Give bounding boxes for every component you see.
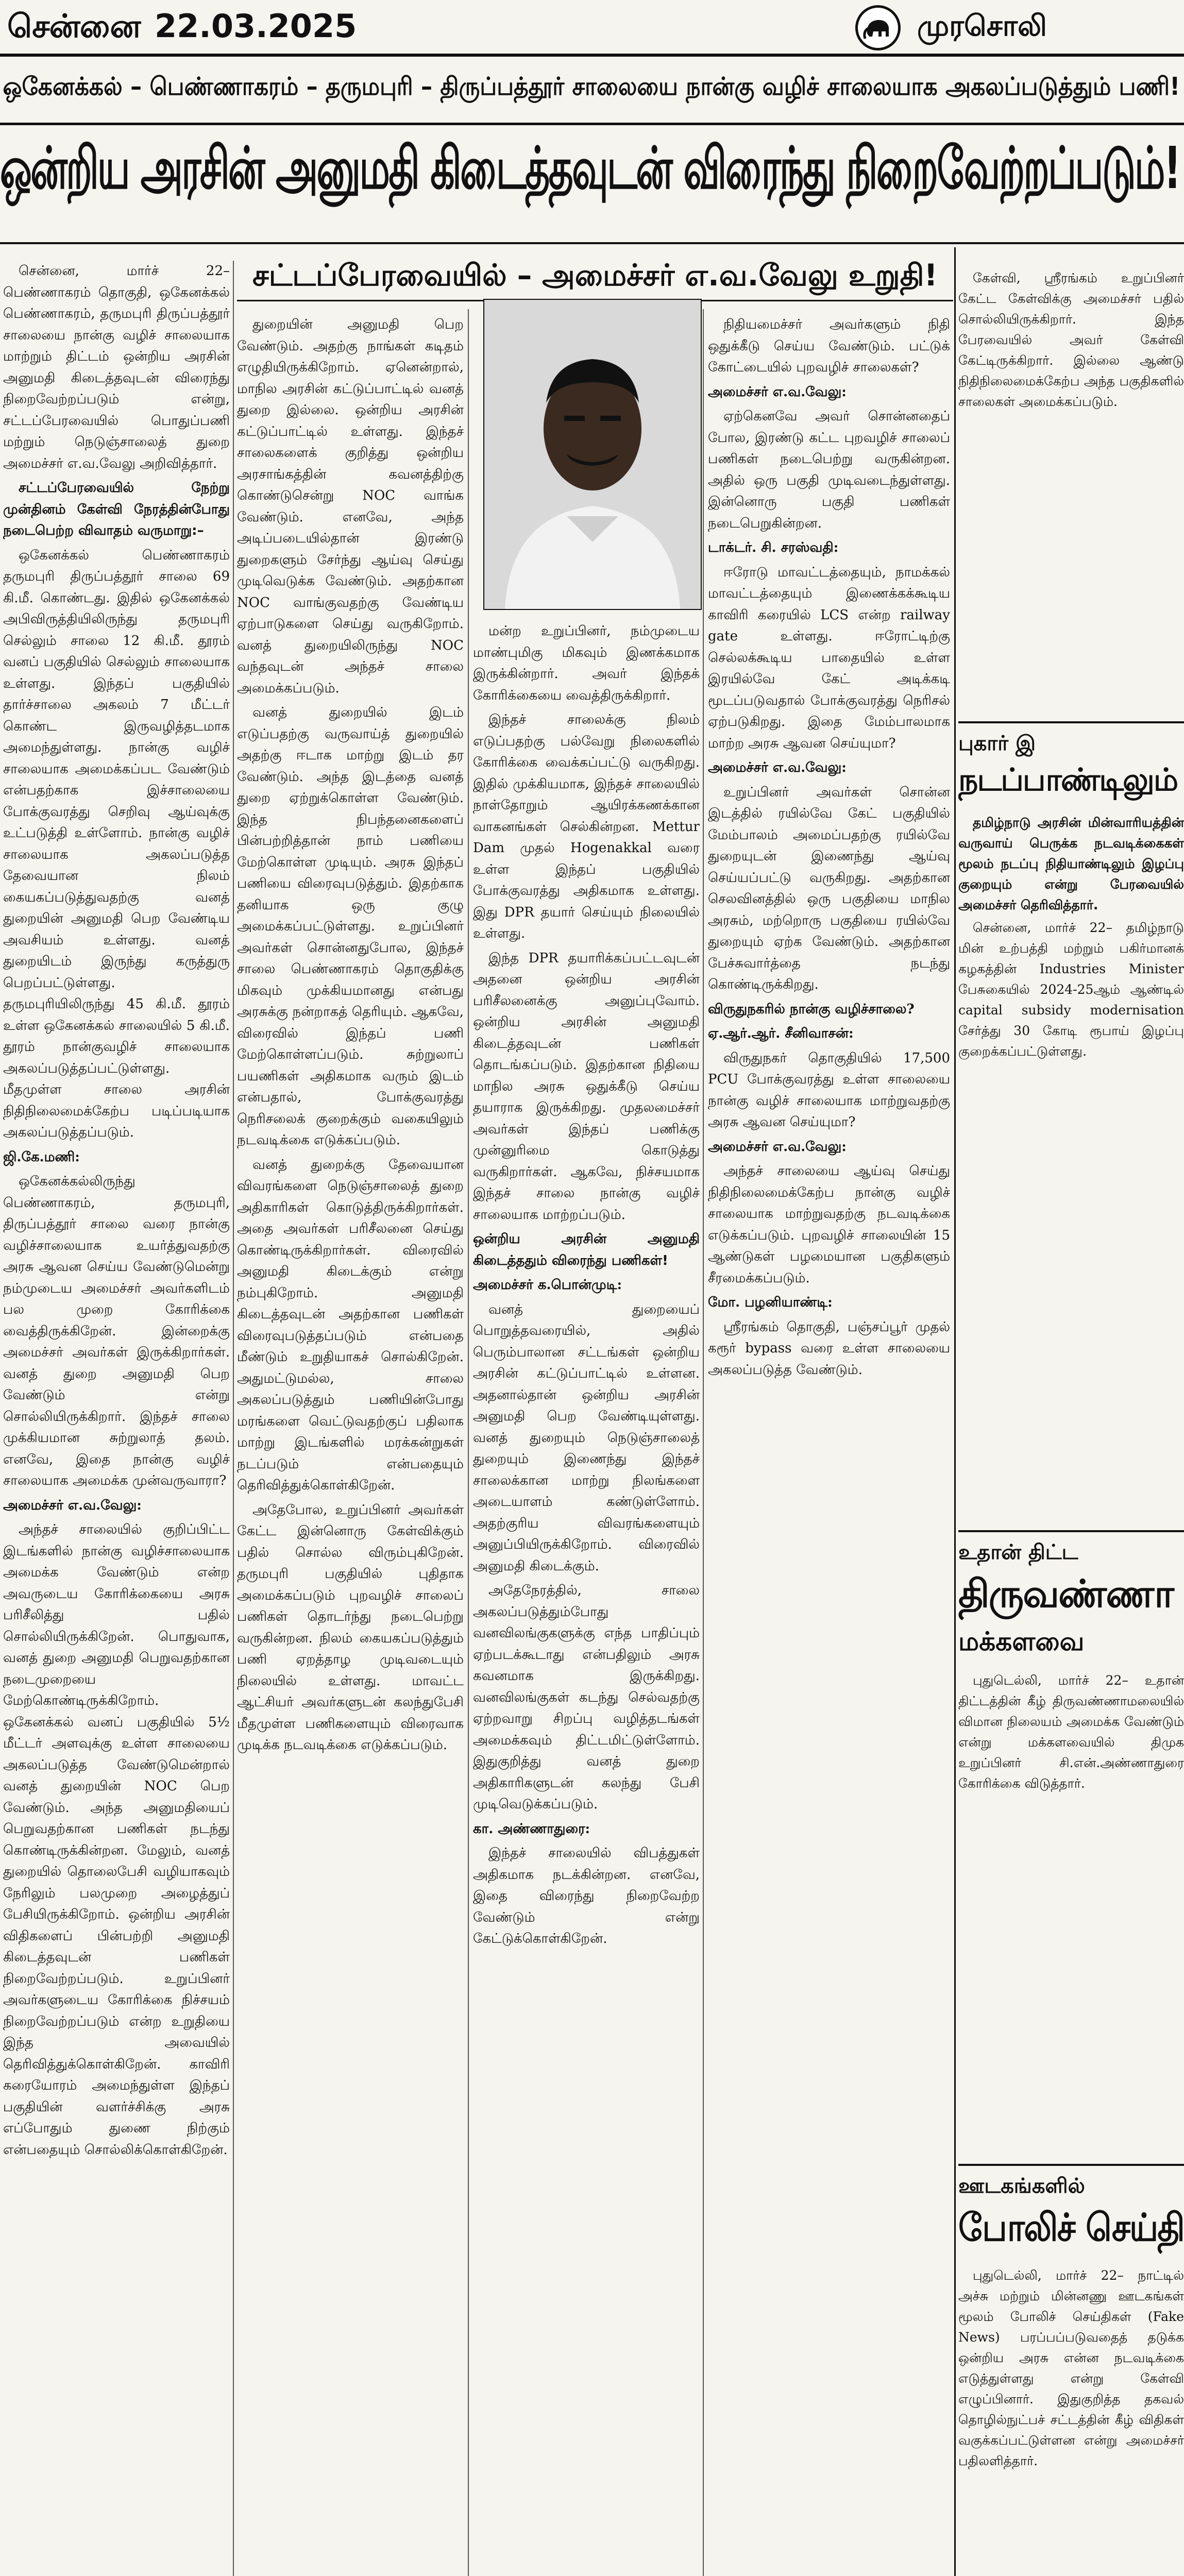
masthead-paper-name: முரசொலி (917, 9, 1047, 43)
col4-paragraph: அமைச்சர் எ.வ.வேலு: (708, 1139, 847, 1155)
right-rule (958, 1530, 1184, 1532)
col3-paragraph: அதேநேரத்தில், சாலை அகலப்படுத்தும்போது வனவிலங்குகளுக்கு எந்த பாதிப்பும் ஏற்படக்கூடாது என்பதிலும் அரசு கவனமாக இருக்கிறது. வனவிலங்குகள் கடந்து செல்வதற்கு ஏற்றவாறு சிறப்பு வழித்தடங்கள் அமைக்கவும் திட்டமிட்டுள்ளோம். இதுகுறித்து வனத் துறை அதிகாரிகளுடன் கலந்து பேசி முடிவெடுக்கப்படும். (473, 1583, 700, 1812)
column-rule (468, 309, 469, 2576)
right-story-2-tag: புகார் இ (958, 732, 1036, 755)
col4-paragraph: விருதுநகர் தொகுதியில் 17,500 PCU போக்குவரத்து உள்ள சாலையை நான்கு வழிச் சாலையாக மாற்றுவதற்கு அரசு ஆவன செய்யுமா? (708, 1050, 950, 1130)
right-story-4-tag: ஊடகங்களில் (958, 2174, 1085, 2198)
right-column (958, 268, 1184, 2576)
main-headline: ஒன்றிய அரசின் அனுமதி கிடைத்தவுடன் விரைந்து நிறைவேற்றப்படும்! (0, 135, 1180, 202)
right-story-3-text: புதுடெல்லி, மார்ச் 22– உதான் திட்டத்தின் கீழ் திருவண்ணாமலையில் விமான நிலையம் அமைக்க வேண்டும் என்று மக்களவையில் திமுக உறுப்பினர் சி.என்.அண்ணாதுரை கோரிக்கை விடுத்தார். (958, 1673, 1184, 1791)
col1-paragraph: ஒகேனக்கல்லிருந்து பெண்ணாகரம், தருமபுரி, திருப்பத்தூர் சாலை வரை நான்கு வழிச்சாலையாக உயர்த்துவதற்கு அரசு ஆவன செய்ய வேண்டுமென்று நம்முடைய அமைச்சர் அவர்களிடம் பல முறை கோரிக்கை வைத்திருக்கிறேன். இன்றைக்கு அமைச்சர் அவர்கள் இருக்கிறார்கள். வனத் துறை அனுமதி பெற வேண்டும் என்று சொல்லியிருக்கிறார். இந்தச் சாலை முக்கியமான சுற்றுலாத் தலம். எனவே, இதை நான்கு வழிச் சாலையாக அமைக்க முன்வருவாரா? (3, 1174, 230, 1488)
masthead-city: சென்னை (7, 7, 141, 45)
col3-paragraph: இந்தச் சாலையில் விபத்துகள் அதிகமாக நடக்கின்றன. எனவே, இதை விரைந்து நிறைவேற்ற வேண்டும் என்று கேட்டுக்கொள்கிறேன். (473, 1845, 700, 1946)
right-story-4-headline: போலிச் செய்தி (958, 2206, 1184, 2250)
col4-paragraph: ஏ.ஆர்.ஆர். சீனிவாசன்: (708, 1026, 854, 1041)
minister-photo (483, 299, 702, 610)
col1-paragraph: அந்தச் சாலையில் குறிப்பிட்ட இடங்களில் நான்கு வழிச்சாலையாக அமைக்க வேண்டும் என்ற அவருடைய கோரிக்கையை அரசு பரிசீலித்து பதில் சொல்லியிருக்கிறேன். பொதுவாக, வனத் துறை அனுமதி பெறுவதற்கான நடைமுறையை மேற்கொண்டிருக்கிறோம். ஒகேனக்கல் வனப் பகுதியில் 5½ மீட்டர் அளவுக்கு உள்ள சாலையை அகலப்படுத்த வேண்டுமென்றால் வனத் துறையின் NOC பெற வேண்டும். அந்த அனுமதியைப் பெறுவதற்கான பணிகள் நடந்து கொண்டிருக்கின்றன. மேலும், வனத் துறையில் தொலைபேசி வழியாகவும் நேரிலும் பலமுறை அழைத்துப் பேசியிருக்கிறோம். ஒன்றிய அரசின் விதிகளைப் பின்பற்றி அனுமதி கிடைத்தவுடன் பணிகள் நிறைவேற்றப்படும். உறுப்பினர் அவர்களுடைய கோரிக்கை நிச்சயம் நிறைவேற்றப்படும் என்ற உறுதியை இந்த அவையில் தெரிவித்துக்கொள்கிறேன். காவிரி கரையோரம் அமைந்துள்ள இந்தப் பகுதியின் வளர்ச்சிக்கு அரசு எப்போதும் துணை நிற்கும் என்பதையும் சொல்லிக்கொள்கிறேன். (3, 1522, 230, 2158)
right-story-4 (958, 2174, 1184, 2576)
col1-paragraph: ஒகேனக்கல் பெண்ணாகரம் தருமபுரி திருப்பத்தூர் சாலை 69 கி.மீ. கொண்டது. இதில் ஒகேனக்கல் அபிவிருத்தியிலிருந்து தருமபுரி செல்லும் சாலை 12 கி.மீ. தூரம் வனப் பகுதியில் செல்லும் சாலையாக உள்ளது. இந்தப் பகுதியில் தார்ச்சாலை அகலம் 7 மீட்டர் கொண்ட இருவழித்தடமாக அமைந்துள்ளது. நான்கு வழிச் சாலையாக அமைக்கப்பட வேண்டும் என்பதற்காக இச்சாலையை போக்குவரத்து செறிவு ஆய்வுக்கு உட்படுத்தி உள்ளோம். நான்கு வழிச் சாலையாக அகலப்படுத்த தேவையான நிலம் கையகப்படுத்துவதற்கு வனத் துறையின் அனுமதி பெற வேண்டிய அவசியம் உள்ளது. வனத் துறையிடம் இருந்து கருத்துரு பெறப்பட்டுள்ளது. தருமபுரியிலிருந்து 45 கி.மீ. தூரம் உள்ள ஒகேனக்கல் சாலையில் 5 கி.மீ. தூரம் நான்குவழிச் சாலையாக அகலப்படுத்தப்பட்டுள்ளது. மீதமுள்ள சாலை அரசின் நிதிநிலைமைக்கேற்ப படிப்படியாக அகலப்படுத்தப்படும். (3, 547, 230, 1140)
column-rule (233, 261, 234, 2576)
col1-paragraph: சட்டப்பேரவையில் நேற்று முன்தினம் கேள்வி நேரத்தின்போது நடைபெற்ற விவாதம் வருமாறு:– (3, 480, 230, 538)
col1-paragraph: அமைச்சர் எ.வ.வேலு: (3, 1497, 142, 1513)
col3-paragraph: வனத் துறையைப் பொறுத்தவரையில், அதில் பெரும்பாலான சட்டங்கள் ஒன்றிய அரசின் கட்டுப்பாட்டில் உள்ளன. அதனால்தான் ஒன்றிய அரசின் அனுமதி பெற வேண்டியுள்ளது. வனத் துறையும் நெடுஞ்சாலைத் துறையும் இணைந்து இந்தச் சாலைக்கான மாற்று நிலங்களை அடையாளம் கண்டுள்ளோம். அதற்குரிய விவரங்களையும் அனுப்பியிருக்கிறோம். விரைவில் அனுமதி கிடைக்கும். (473, 1301, 700, 1574)
headline-rule (0, 242, 1184, 244)
col4-paragraph: ஸ்ரீரங்கம் தொகுதி, பஞ்சப்பூர் முதல் கரூர் bypass வரை உள்ள சாலையை அகலப்படுத்த வேண்டும். (708, 1319, 950, 1378)
col3a-paragraph: மன்ற உறுப்பினர், நம்முடைய மாண்புமிகு மிகவும் இணக்கமாக இருக்கின்றார். அவர் இந்தக் கோரிக்கையை வைத்திருக்கிறார். (473, 623, 700, 703)
col1-paragraph: ஜி.கே.மணி: (3, 1149, 80, 1165)
kicker-line: ஒகேனக்கல் – பெண்ணாகரம் – தருமபுரி – திருப்பத்தூர் சாலையை நான்கு வழிச் சாலையாக அகலப்படுத்தும் பணி! (3, 72, 1180, 101)
right-story-4-text: புதுடெல்லி, மார்ச் 22– நாட்டில் அச்சு மற்றும் மின்னணு ஊடகங்கள் மூலம் போலிச் செய்திகள் (Fake News) பரப்பப்படுவதைத் தடுக்க ஒன்றிய அரசு என்ன நடவடிக்கை எடுத்துள்ளது என்று கேள்வி எழுப்பினார். இதுகுறித்த தகவல் தொழில்நுட்பச் சட்டத்தின் கீழ் விதிகள் வகுக்கப்பட்டுள்ளன என்று அமைச்சர் பதிலளித்தார். (958, 2268, 1184, 2468)
col3-paragraph: இந்தச் சாலைக்கு நிலம் எடுப்பதற்கு பல்வேறு நிலைகளில் கோரிக்கை வைக்கப்பட்டு வருகிறது. இதில் முக்கியமாக, இந்தச் சாலையில் நாள்தோறும் ஆயிரக்கணக்கான வாகனங்கள் செல்கின்றன. Mettur Dam முதல் Hogenakkal வரை உள்ள இந்தப் பகுதியில் போக்குவரத்து அதிகமாக உள்ளது. இது DPR தயார் செய்யும் நிலையில் உள்ளது. (473, 712, 700, 941)
col4-paragraph: உறுப்பினர் அவர்கள் சொன்ன இடத்தில் ரயில்வே கேட் பகுதியில் மேம்பாலம் அமைப்பதற்கு ரயில்வே துறையுடன் இணைந்து ஆய்வு செய்யப்பட்டு வருகிறது. அதற்கான செலவினத்தில் ஒரு பகுதியை மாநில அரசும், மற்றொரு பகுதியை ரயில்வே துறையும் ஏற்க வேண்டும். அதற்கான பேச்சுவார்த்தை நடந்து கொண்டிருக்கிறது. (708, 784, 950, 992)
column-rule (954, 247, 956, 2576)
col2-paragraph: அதேபோல, உறுப்பினர் அவர்கள் கேட்ட இன்னொரு கேள்விக்கும் பதில் சொல்ல விரும்புகிறேன். தருமபுரி பகுதியில் புதிதாக அமைக்கப்படும் புறவழிச் சாலைப் பணிகள் தொடர்ந்து நடைபெற்று வருகின்றன. நிலம் கையகப்படுத்தும் பணி ஏறத்தாழ முடிவடையும் நிலையில் உள்ளது. மாவட்ட ஆட்சியர் அவர்களுடன் கலந்துபேசி மீதமுள்ள பணிகளையும் விரைவாக முடிக்க நடவடிக்கை எடுக்கப்படும். (237, 1502, 464, 1753)
col4-paragraph: ஈரோடு மாவட்டத்தையும், நாமக்கல் மாவட்டத்தையும் இணைக்கக்கூடிய காவிரி கரையில் LCS என்ற railway gate உள்ளது. ஈரோட்டிற்கு செல்லக்கூடிய பாதையில் உள்ள இரயில்வே கேட் அடிக்கடி மூடப்படுவதால் போக்குவரத்து நெரிசல் ஏற்படுகிறது. இதை மேம்பாலமாக மாற்ற அரசு ஆவன செய்யுமா? (708, 564, 950, 751)
subheadline: சட்டப்பேரவையில் – அமைச்சர் எ.வ.வேலு உறுதி! (252, 258, 938, 293)
col1-paragraph: சென்னை, மார்ச் 22– பெண்ணாகரம் தொகுதி, ஒகேனக்கல் பெண்ணாகரம், தருமபுரி திருப்பத்தூர் சாலையை நான்கு வழிச் சாலையாக மாற்றும் திட்டம் ஒன்றிய அரசின் அனுமதி கிடைத்தவுடன் விரைந்து நிறைவேற்றப்படும் என்று, சட்டப்பேரவையில் பொதுப்பணி மற்றும் நெடுஞ்சாலைத் துறை அமைச்சர் எ.வ.வேலு அறிவித்தார். (3, 263, 230, 471)
masthead-rule (0, 54, 1184, 57)
right-story-1 (958, 268, 1184, 721)
col4-paragraph: நிதியமைச்சர் அவர்களும் நிதி ஒதுக்கீடு செய்ய வேண்டும். பட்டுக் கோட்டையில் புறவழிச் சாலைகள்? (708, 317, 950, 375)
col4-paragraph: மோ. பழனியாண்டி: (708, 1295, 833, 1310)
right-story-2-lead: தமிழ்நாடு அரசின் மின்வாரியத்தின் வருவாய் பெருக்க நடவடிக்கைகள் மூலம் நடப்பு நிதியாண்டிலும் இழப்பு குறையும் என்று பேரவையில் அமைச்சர் தெரிவித்தார். (958, 815, 1184, 912)
col3-paragraph: இந்த DPR தயாரிக்கப்பட்டவுடன் அதனை ஒன்றிய அரசின் பரிசீலனைக்கு அனுப்புவோம். ஒன்றிய அரசின் அனுமதி கிடைத்தவுடன் பணிகள் தொடங்கப்படும். இதற்கான நிதியை மாநில அரசு ஒதுக்கீடு செய்ய தயாராக இருக்கிறது. முதலமைச்சர் அவர்கள் இந்தப் பணிக்கு முன்னுரிமை கொடுத்து வருகிறார்கள். ஆகவே, நிச்சயமாக இந்தச் சாலை நான்கு வழிச் சாலையாக மாற்றப்படும். (473, 950, 700, 1223)
col4-paragraph: டாக்டர். சி. சரஸ்வதி: (708, 540, 839, 555)
article-column-2 (237, 314, 464, 2576)
col3-paragraph: கா. அண்ணாதுரை: (473, 1821, 590, 1837)
col2-paragraph: துறையின் அனுமதி பெற வேண்டும். அதற்கு நாங்கள் கடிதம் எழுதியிருக்கிறோம். ஏனென்றால், மாநில அரசின் கட்டுப்பாட்டில் வனத் துறை இல்லை. ஒன்றிய அரசின் கட்டுப்பாட்டில் உள்ளது. இந்தச் சாலைகளைக் குறித்து ஒன்றிய அரசாங்கத்தின் கவனத்திற்கு கொண்டுசென்று NOC வாங்க வேண்டும். எனவே, அந்த அடிப்படையில்தான் இரண்டு துறைகளும் சேர்ந்து ஆய்வு செய்து முடிவெடுக்க வேண்டும். அதற்கான NOC வாங்குவதற்கு வேண்டிய ஏற்பாடுகளை செய்து வருகிறோம். வனத் துறையிலிருந்து NOC வந்தவுடன் அந்தச் சாலை அமைக்கப்படும். (237, 317, 464, 696)
right-story-2-text: சென்னை, மார்ச் 22– தமிழ்நாடு மின் உற்பத்தி மற்றும் பகிர்மானக் கழகத்தின் Industries Minister பேசுகையில் 2024-25ஆம் ஆண்டில் capital subsidy modernisation சேர்த்து 30 கோடி ரூபாய் இழப்பு குறைக்கப்பட்டுள்ளது. (958, 920, 1184, 1059)
kicker-rule (0, 123, 1184, 125)
right-story-3-subhead: மக்களவை (958, 1626, 1085, 1656)
col2-paragraph: வனத் துறையில் இடம் எடுப்பதற்கு வருவாய்த் துறையில் அதற்கு ஈடாக மாற்று இடம் தர வேண்டும். அந்த இடத்தை வனத் துறை ஏற்றுக்கொள்ள வேண்டும். இந்த நிபந்தனைகளைப் பின்பற்றித்தான் நாம் பணியை மேற்கொள்ள முடியும். அரசு இந்தப் பணியை விரைவுபடுத்தும். இதற்காக தனியாக ஒரு குழு அமைக்கப்பட்டுள்ளது. உறுப்பினர் அவர்கள் சொன்னதுபோல, இந்தச் சாலை பெண்ணாகரம் தொகுதிக்கு மிகவும் முக்கியமானது என்பது அரசுக்கு நன்றாகத் தெரியும். ஆகவே, விரைவில் இந்தப் பணி மேற்கொள்ளப்படும். சுற்றுலாப் பயணிகள் அதிகமாக வரும் இடம் என்பதால், போக்குவரத்து நெரிசலைக் குறைக்கும் வகையிலும் நடவடிக்கை எடுக்கப்படும். (237, 705, 464, 1148)
col4-paragraph: ஏற்கெனவே அவர் சொன்னதைப் போல, இரண்டு கட்ட புறவழிச் சாலைப் பணிகள் நடைபெற்று வருகின்றன. அதில் ஒரு பகுதி முடிவடைந்துள்ளது. இன்னொரு பகுதி பணிகள் நடைபெறுகின்றன. (708, 409, 950, 531)
right-story-3 (958, 1540, 1184, 2159)
col3-paragraph: அமைச்சர் க.பொன்முடி: (473, 1277, 622, 1293)
right-rule (958, 2164, 1184, 2166)
masthead-date: 22.03.2025 (155, 7, 357, 45)
article-column-1 (3, 261, 230, 2576)
col4-paragraph: விருதுநகரில் நான்கு வழிச்சாலை? (708, 1001, 915, 1017)
right-story-2-headline: நடப்பாண்டிலும் (958, 762, 1178, 798)
right-story-2 (958, 732, 1184, 1525)
article-column-4 (708, 314, 950, 2576)
right-story-1-text: கேள்வி, ஸ்ரீரங்கம் உறுப்பினர் கேட்ட கேள்விக்கு அமைச்சர் பதில் சொல்லியிருக்கிறார். இந்த பேரவையில் அவர் கேள்வி கேட்டிருக்கிறார். இல்லை ஆண்டு நிதிநிலைமைக்கேற்ப அந்த பகுதிகளில் சாலைகள் அமைக்கப்படும். (958, 270, 1184, 409)
article-column-3 (473, 621, 700, 2576)
column-rule (703, 309, 704, 2576)
col4-paragraph: அமைச்சர் எ.வ.வேலு: (708, 760, 847, 775)
right-story-3-headline: திருவண்ணா (958, 1572, 1174, 1616)
right-rule (958, 721, 1184, 723)
elephant-logo-icon (855, 5, 901, 50)
col2-paragraph: வனத் துறைக்கு தேவையான விவரங்களை நெடுஞ்சாலைத் துறை அதிகாரிகள் கொடுத்திருக்கிறார்கள். அதை அவர்கள் பரிசீலனை செய்து கொண்டிருக்கிறார்கள். விரைவில் அனுமதி கிடைக்கும் என்று நம்புகிறோம். அனுமதி கிடைத்தவுடன் அதற்கான பணிகள் விரைவுபடுத்தப்படும் என்பதை மீண்டும் உறுதியாகச் சொல்கிறேன். அதுமட்டுமல்ல, சாலை அகலப்படுத்தும் பணியின்போது மரங்களை வெட்டுவதற்குப் பதிலாக மாற்று இடங்களில் மரக்கன்றுகள் நடப்படும் என்பதையும் தெரிவித்துக்கொள்கிறேன். (237, 1157, 464, 1493)
col4-paragraph: அமைச்சர் எ.வ.வேலு: (708, 384, 847, 400)
col3-paragraph: ஒன்றிய அரசின் அனுமதி கிடைத்ததும் விரைந்து பணிகள்! (473, 1231, 700, 1268)
right-story-3-tag: உதான் திட்ட (958, 1540, 1078, 1564)
col4-paragraph: அந்தச் சாலையை ஆய்வு செய்து நிதிநிலைமைக்கேற்ப நான்கு வழிச் சாலையாக மாற்றுவதற்கு நடவடிக்கை எடுக்கப்படும். புறவழிச் சாலையின் 15 ஆண்டுகள் பழமையான பகுதிகளும் சீரமைக்கப்படும். (708, 1163, 950, 1286)
